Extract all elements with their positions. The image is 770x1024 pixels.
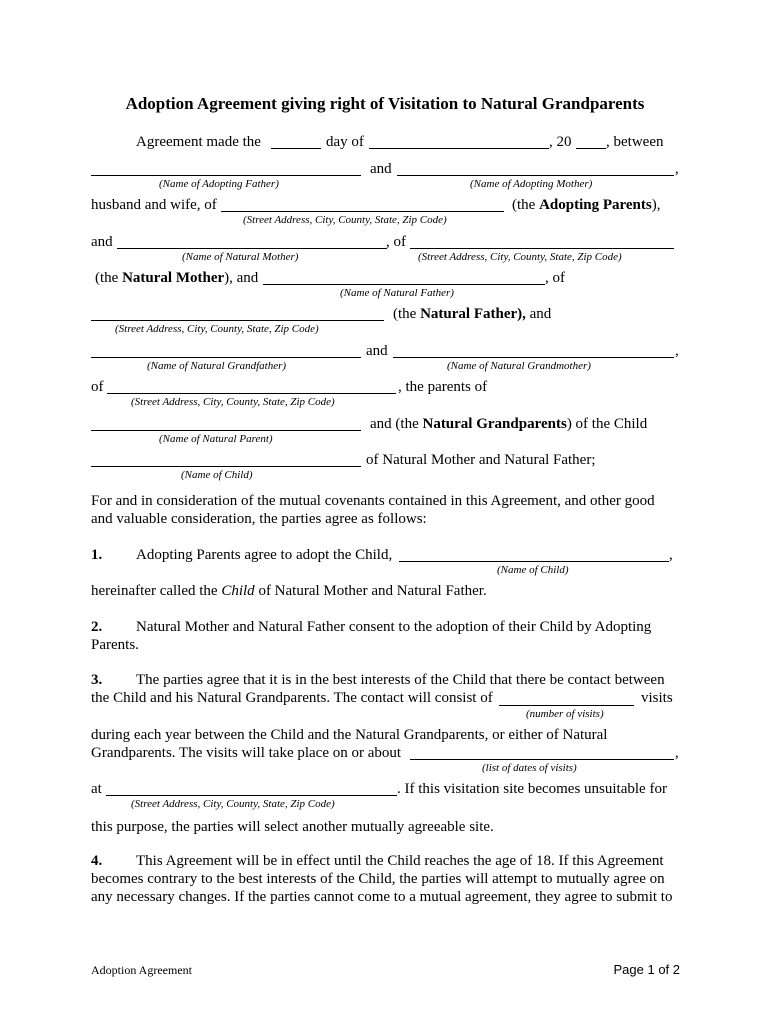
natural-father-blank[interactable] xyxy=(263,284,545,285)
day-of-label: day of xyxy=(326,134,364,150)
number-of-visits-blank[interactable] xyxy=(499,705,634,706)
natural-parent-blank[interactable] xyxy=(91,430,361,431)
natural-grandmother-blank[interactable] xyxy=(393,357,674,358)
caption-natural-mother-address: (Street Address, City, County, State, Zip Code) xyxy=(418,251,622,263)
of-label: of xyxy=(91,379,104,395)
comma-label: , xyxy=(675,343,679,359)
section-1-continuation: hereinafter called the Child of Natural Mother and Natural Father. xyxy=(91,583,487,599)
comma-label: , xyxy=(675,745,679,761)
comma-of-label: , of xyxy=(545,270,565,286)
section-1-number: 1. xyxy=(91,547,103,563)
caption-child: (Name of Child) xyxy=(181,469,253,481)
year-prefix-label: , 20 xyxy=(549,134,572,150)
section-4-line-3: any necessary changes. If the parties cannot come to a mutual agreement, they agree to submit to xyxy=(91,889,673,905)
section-1-text: Adopting Parents agree to adopt the Child, xyxy=(136,547,393,563)
section-2-number: 2. xyxy=(91,619,103,635)
visit-site-address-blank[interactable] xyxy=(106,795,397,796)
natural-mother-label: (the Natural Mother), and xyxy=(95,270,259,286)
year-blank[interactable] xyxy=(576,148,606,149)
section-3-line-6: this purpose, the parties will select another mutually agreeable site. xyxy=(91,819,494,835)
agreement-made-label: Agreement made the xyxy=(136,134,261,150)
adopting-parents-label: (the Adopting Parents), xyxy=(512,197,661,213)
caption-natural-grandmother: (Name of Natural Grandmother) xyxy=(447,360,591,372)
natural-grandfather-blank[interactable] xyxy=(91,357,361,358)
section-3-line-4: Grandparents. The visits will take place on or about xyxy=(91,745,402,761)
of-natural-parents-label: of Natural Mother and Natural Father; xyxy=(366,452,596,468)
section-4-number: 4. xyxy=(91,853,103,869)
natural-grandparents-label: and (the Natural Grandparents) of the Child xyxy=(370,416,648,432)
and-label: and xyxy=(366,343,388,359)
caption-natural-mother: (Name of Natural Mother) xyxy=(182,251,299,263)
caption-natural-father-address: (Street Address, City, County, State, Zip Code) xyxy=(115,323,319,335)
caption-visit-dates: (list of dates of visits) xyxy=(482,762,577,774)
caption-adopting-father: (Name of Adopting Father) xyxy=(159,178,279,190)
section-3-unsuitable-text: . If this visitation site becomes unsuitable for xyxy=(397,781,667,797)
consideration-line-1: For and in consideration of the mutual covenants contained in this Agreement, and other good xyxy=(91,493,655,509)
section-2-line-2: Parents. xyxy=(91,637,139,653)
natural-mother-blank[interactable] xyxy=(117,248,387,249)
visits-label: visits xyxy=(641,690,673,706)
at-label: at xyxy=(91,781,102,797)
parents-of-label: , the parents of xyxy=(398,379,488,395)
month-blank[interactable] xyxy=(369,148,549,149)
caption-natural-grandfather: (Name of Natural Grandfather) xyxy=(147,360,287,372)
section-2-line-1: Natural Mother and Natural Father consent to the adoption of their Child by Adopting xyxy=(136,619,652,635)
natural-mother-address-blank[interactable] xyxy=(410,248,674,249)
section-3-line-2: the Child and his Natural Grandparents. The contact will consist of xyxy=(91,690,493,706)
caption-child: (Name of Child) xyxy=(497,564,569,576)
caption-visit-site-address: (Street Address, City, County, State, Zip Code) xyxy=(131,798,335,810)
caption-natural-parent: (Name of Natural Parent) xyxy=(159,433,273,445)
consideration-line-2: and valuable consideration, the parties agree as follows: xyxy=(91,511,427,527)
natural-father-label: (the Natural Father), and xyxy=(393,306,552,322)
section-3-line-1: The parties agree that it is in the best interests of the Child that there be contact between xyxy=(136,672,665,688)
adopting-father-blank[interactable] xyxy=(91,175,361,176)
comma-label: , xyxy=(675,161,679,177)
footer-page-number: Page 1 of 2 xyxy=(613,962,680,977)
and-label: and xyxy=(91,234,113,250)
section-1-child-blank[interactable] xyxy=(399,561,669,562)
adopting-mother-blank[interactable] xyxy=(397,175,674,176)
between-label: , between xyxy=(606,134,664,150)
natural-father-address-blank[interactable] xyxy=(91,320,384,321)
day-blank[interactable] xyxy=(271,148,321,149)
caption-grandparents-address: (Street Address, City, County, State, Zip Code) xyxy=(131,396,335,408)
section-3-line-3: during each year between the Child and the Natural Grandparents, or either of Natural xyxy=(91,727,608,743)
section-4-line-2: becomes contrary to the best interests of the Child, the parties will attempt to mutually agree on xyxy=(91,871,665,887)
caption-adopting-address: (Street Address, City, County, State, Zip Code) xyxy=(243,214,447,226)
adopting-address-blank[interactable] xyxy=(221,211,504,212)
comma-label: , xyxy=(669,547,673,563)
visit-dates-blank[interactable] xyxy=(410,759,674,760)
caption-natural-father: (Name of Natural Father) xyxy=(340,287,454,299)
caption-adopting-mother: (Name of Adopting Mother) xyxy=(470,178,593,190)
document-title: Adoption Agreement giving right of Visitation to Natural Grandparents xyxy=(125,94,645,113)
comma-of-label: , of xyxy=(386,234,406,250)
footer-document-name: Adoption Agreement xyxy=(91,963,192,977)
section-4-line-1: This Agreement will be in effect until the Child reaches the age of 18. If this Agreement xyxy=(136,853,664,869)
and-label: and xyxy=(370,161,392,177)
child-name-blank[interactable] xyxy=(91,466,361,467)
section-3-number: 3. xyxy=(91,672,103,688)
husband-wife-label: husband and wife, of xyxy=(91,197,217,213)
caption-number-of-visits: (number of visits) xyxy=(526,708,604,720)
grandparents-address-blank[interactable] xyxy=(107,393,396,394)
